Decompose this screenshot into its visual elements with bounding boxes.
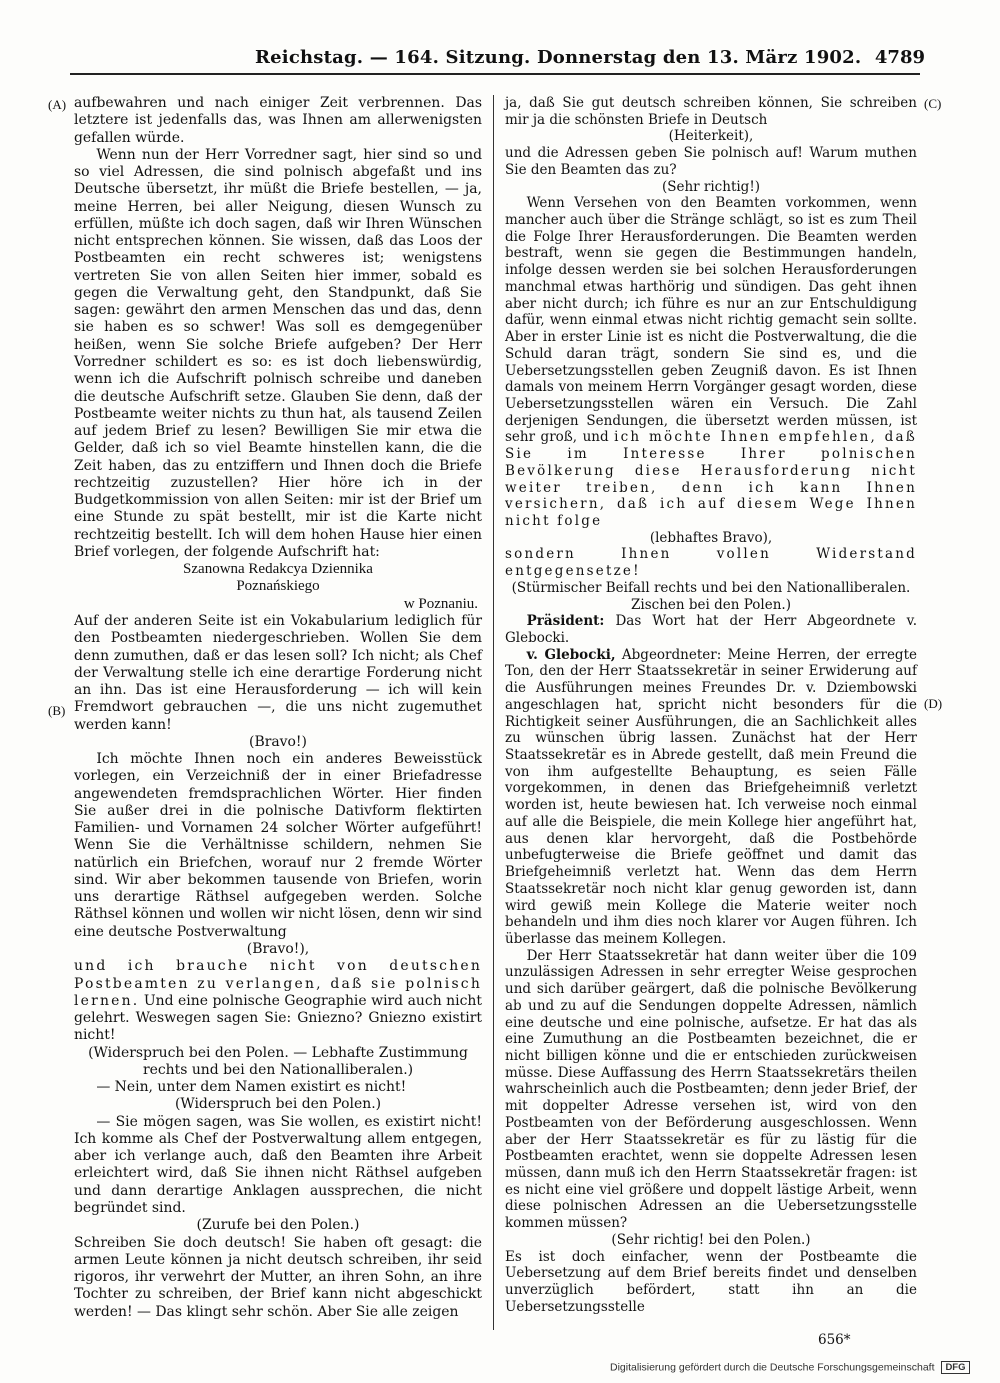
address-line: Poznańskiego bbox=[236, 578, 320, 595]
paragraph: — Sie mögen sagen, was Sie wollen, es existirt nicht! Ich komme als Chef der Postverwaltung allem entgegen, aber ich verlange auch, daß den Beamten ihre Arbeit erleichtert wird, daß Sie ihnen nicht Räthsel aufgeben und dann derartige Anklagen aussprechen, die nicht begründet sind. bbox=[74, 1113, 482, 1216]
paragraph-text: Abgeordneter: Meine Herren, der erregte Ton, den der Herr Staatssekretär in seiner Erwiderung auf die Ausführungen meines Freundes Dr. v. Dziembowski angeschlagen hat, spricht nicht besonders für die Richtigkeit seiner Ausführungen, die an Sachlichkeit alles zu wünschen übrig lassen. Zunächst hat der Herr Staatssekretär es in Abrede gestellt, daß mein Freund die von ihm aufgestellte Behauptung, es seien Fälle vorgekommen, in denen das Briefgeheimniß verletzt worden ist, heute bewiesen hat. Ich verweise noch einmal auf alle die Beispiele, die mein Kollege hier angeführt hat, aus denen klar hervorgeht, daß die Postbehörde unbefugterweise die Briefe geöffnet und damit das Briefgeheimniß verletzt hat. Wenn das dem Herrn Staatssekretär noch nicht klar genug geworden ist, dann wird gewiß mein Kollege die Materie weiter noch behandeln und ihm dies noch klarer vor Augen führen. Ich überlasse das meinem Kollegen. bbox=[505, 646, 917, 947]
paragraph bbox=[505, 195, 917, 529]
right-column bbox=[505, 95, 917, 1315]
paragraph: und die Adressen geben Sie polnisch auf! Warum muthen Sie den Beamten das zu? bbox=[505, 145, 917, 178]
left-column bbox=[74, 95, 482, 1321]
page-header bbox=[70, 47, 925, 73]
header-title: Reichstag. — 164. Sitzung. Donnerstag den 13. März 1902. bbox=[255, 47, 862, 68]
address-line: Szanowna Redakcya Dziennika bbox=[183, 561, 373, 578]
paragraph: Auf der anderen Seite ist ein Vokabularium lediglich für den Postbeamten niedergeschrieben. Wollen Sie dem denn zumuthen, daß er das lesen soll? Ich nicht; als Chef der Verwaltung stelle ich eine derartige Forderung nicht an ihn. Das ist eine Herausforderung — ich will kein Fremdwort gebrauchen —, die uns nicht zugemuthet werden kann! bbox=[74, 612, 482, 733]
reaction: (lebhaftes Bravo), bbox=[649, 529, 773, 546]
header-rule bbox=[70, 73, 920, 75]
paragraph: Wenn nun der Herr Vorredner sagt, hier sind so und so viel Adressen, die sind polnisch abgefaßt und ins Deutsche übersetzt, ihr müßt die Briefe bestellen, — ja, meine Herren, bei aller Neigung, diesen Wunsch zu erfüllen, müßte ich doch sagen, daß wir Ihren Wünschen nicht entsprechen können. Sie wissen, daß das Loos der Postbeamten ein recht schweres ist; wenigstens vertreten Sie von allen Seiten hier immer, sobald es gegen die Verwaltung geht, den Standpunkt, daß Sie sagen: gewährt den armen Menschen das und das, denn sie haben es so schwer! Was soll es demgegenüber heißen, wenn Sie solche Briefe aufgeben? Der Herr Vorredner schildert es so: es ist doch liebenswürdig, wenn ich die Aufschrift polnisch schreibe und daneben die deutsche Aufschrift setze. Glauben Sie denn, daß der Postbeamte weiter nichts zu thun hat, als tausend Zeilen auf jedem Brief zu lesen? Bewilligen Sie mir etwa die Gelder, daß ich so viel Beamte hinstellen kann, die die Zeit haben, das zu entziffern und Ihnen doch die Briefe rechtzeitig zuzustellen? Hier höre ich in der Budgetkommission von allen Seiten: mir ist der Brief um eine Stunde zu spät bestellt, mir ist die Karte nicht rechtzeitig bestellt. Ich will dem hohen Hause hier einen Brief vorlegen, der folgende Aufschrift hat: bbox=[74, 146, 482, 560]
page-number: 4789 bbox=[874, 47, 925, 68]
reaction: (Bravo!) bbox=[249, 733, 307, 750]
paragraph: Der Herr Staatssekretär hat dann weiter über die 109 unzulässigen Adressen in sehr erregter Weise gesprochen und sich darüber geärgert, daß die polnische Bevölkerung ab und zu auf die Sendungen doppelte Adressen, nämlich eine deutsche und eine polnische, aufsetze. Er hat das als eine Zumuthung an die Postbeamten bezeichnet, die er nicht billigen könne und die er entschieden zurückweisen müsse. Diese Auffassung des Herrn Staatssekretärs theilen wahrscheinlich auch die Postbeamten; denn jeder Brief, der mit doppelter Adresse versehen ist, wird von den Postbeamten von der Beförderung ausgeschlossen. Wenn aber der Herr Staatssekretär es für zu lästig für die Postbeamten erachtet, wenn sie doppelte Adressen lesen müssen, dann muß ich den Herrn Staatssekretär fragen: ist es nicht eine viel größere und doppelt lästige Arbeit, wenn diese polnischen Adressen an die Uebersetzungsstelle kommen müssen? bbox=[505, 947, 917, 1232]
reaction: (Bravo!), bbox=[246, 941, 310, 958]
footer-text: Digitalisierung gefördert durch die Deutsche Forschungsgemeinschaft bbox=[610, 1361, 935, 1374]
paragraph: Es ist doch einfacher, wenn der Postbeamte die Uebersetzung auf dem Brief bereits findet und denselben unverzüglich befördert, statt ihn an die Uebersetzungsstelle bbox=[505, 1248, 917, 1315]
margin-marker-c: (C) bbox=[924, 96, 942, 111]
speaker-name: Präsident: bbox=[526, 613, 605, 630]
reaction: (Heiterkeit), bbox=[668, 128, 754, 145]
emphasis-text: und ich brauche nicht von deutschen Postbeamten zu verlangen, daß sie polnisch lernen. bbox=[74, 958, 482, 1009]
footer-credit bbox=[610, 1361, 990, 1377]
paragraph: Ich möchte Ihnen noch ein anderes Beweisstück vorlegen, ein Verzeichniß der in einer Briefadresse angewendeten fremdsprachlichen Wörter. Hier finden Sie außer drei in die polnische Dativform flektirten Familien- und Vornamen 24 solcher Wörter aufgeführt! Wenn Sie die Verhältnisse schildern, nehmen Sie natürlich ein Briefchen, worauf nur 2 fremde Wörter sind. Wir aber bekommen tausende von Briefen, worin uns derartige Räthsel aufgegeben werden. Solche Räthsel können und wollen wir nicht lösen, denn wir sind eine deutsche Postverwaltung bbox=[74, 751, 482, 940]
dfg-logo: DFG bbox=[941, 1361, 969, 1374]
paragraph: — Nein, unter dem Namen existirt es nicht! bbox=[96, 1079, 407, 1096]
reaction: (Widerspruch bei den Polen. — Lebhafte Zustimmung rechts und bei den Nationalliberalen.) bbox=[88, 1044, 468, 1078]
column-divider bbox=[493, 95, 494, 1330]
paragraph: aufbewahren und nach einiger Zeit verbrennen. Das letztere ist jedenfalls das, was Ihnen am allerwenigsten gefallen würde. bbox=[74, 95, 482, 146]
margin-marker-a: (A) bbox=[48, 97, 67, 112]
signature-mark: 656* bbox=[818, 1332, 851, 1348]
address-line: w Poznaniu. bbox=[403, 595, 478, 612]
reaction: (Stürmischer Beifall rechts und bei den Nationalliberalen. Zischen bei den Polen.) bbox=[511, 579, 911, 613]
reaction: (Zurufe bei den Polen.) bbox=[196, 1217, 360, 1234]
margin-marker-d: (D) bbox=[924, 696, 943, 711]
speaker-name: v. Glebocki, bbox=[526, 646, 616, 663]
reaction: (Sehr richtig! bei den Polen.) bbox=[611, 1231, 811, 1248]
paragraph: sondern Ihnen vollen Widerstand entgegensetze! bbox=[505, 546, 917, 580]
margin-marker-b: (B) bbox=[48, 703, 66, 718]
paragraph bbox=[505, 647, 917, 948]
paragraph-text: Das Wort hat der Herr Abgeordnete v. Glebocki. bbox=[505, 613, 917, 646]
reaction: (Sehr richtig!) bbox=[661, 178, 761, 195]
paragraph: ja, daß Sie gut deutsch schreiben können, Sie schreiben mir ja die schönsten Briefe in Deutsch bbox=[505, 95, 917, 128]
emphasis-text: ich möchte Ihnen empfehlen, daß Sie im Interesse Ihrer polnischen Bevölkerung diese Herausforderung nicht weiter treiben, denn ich kann Ihnen versichern, daß ich auf diesem Wege Ihnen nicht folge bbox=[505, 429, 917, 529]
paragraph bbox=[74, 958, 482, 1044]
paragraph: Schreiben Sie doch deutsch! Sie haben oft gesagt: die armen Leute können ja nicht deutsch schreiben, ihr seid rigoros, ihr verwehrt der Mutter, an ihren Sohn, an ihre Tochter zu schreiben, der Brief kann nicht abgeschickt werden! — Das klingt sehr schön. Aber Sie alle zeigen bbox=[74, 1234, 482, 1320]
paragraph-text: Und eine polnische Geographie wird auch nicht gelehrt. Weswegen sagen Sie: Gniezno? Gniezno existirt nicht! bbox=[74, 992, 482, 1044]
paragraph-text: Wenn Versehen von den Beamten vorkommen, wenn mancher auch über die Stränge schlägt, so ist es zum Theil die Folge Ihrer Herausforderungen. Die Beamten werden bestraft, wenn sie gegen die Bestimmungen handeln, infolge dessen werden sie bei solchen Herausforderungen manchmal etwas harthörig und sündigen. Das geht ihnen aber nicht durch; ich führe es nur an zur Entschuldigung dafür, wenn einmal etwas nicht richtig gemacht sein sollte. Aber in erster Linie ist es nicht die Postverwaltung, die die Schuld daran trägt, sondern Sie sind es, und die Uebersetzungsstellen geben Zeugniß davon. Es ist Ihnen damals von meinem Herrn Vorgänger gesagt worden, diese Uebersetzungsstellen wären ein Versuch. Die Zahl derjenigen Sendungen, die übersetzt werden müssen, ist sehr groß, und bbox=[505, 195, 917, 446]
reaction: (Widerspruch bei den Polen.) bbox=[174, 1096, 382, 1113]
paragraph bbox=[505, 613, 917, 646]
